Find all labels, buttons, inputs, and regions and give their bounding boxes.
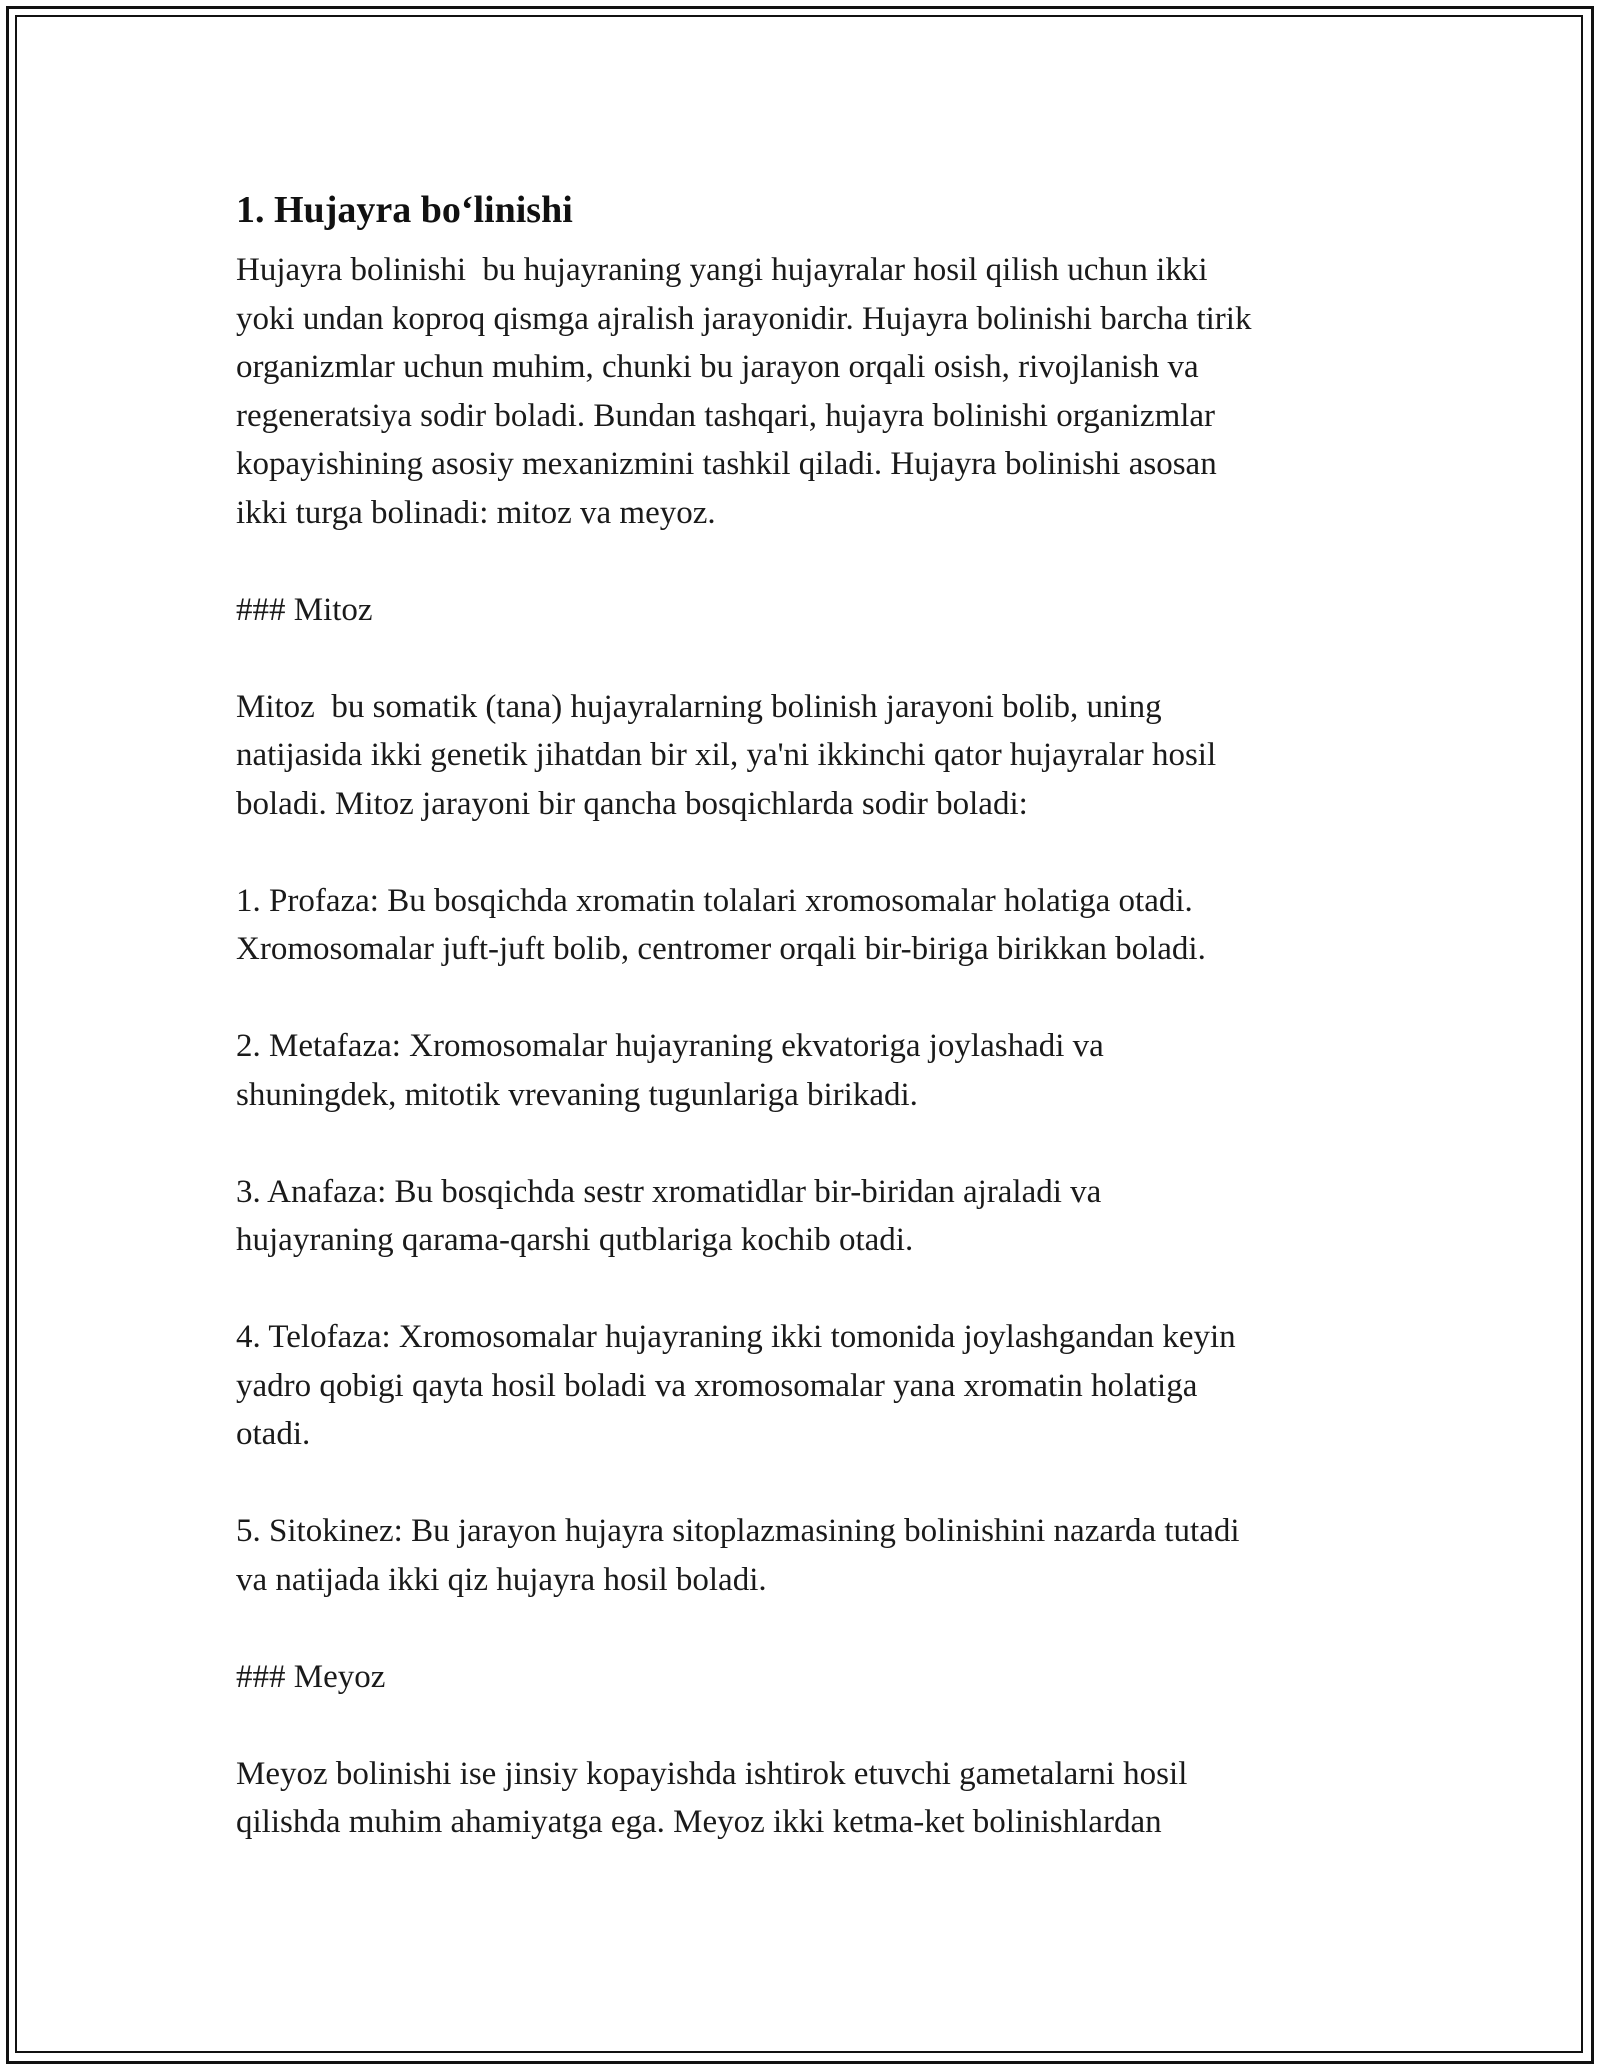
intro-paragraph: Hujayra bolinishi bu hujayraning yangi hujayralar hosil qilish uchun ikki yoki undan koproq qismga ajralish jarayonidir. Hujayra bolinishi barcha tirik organizmlar uchun muhim, chunki bu jarayon orqali osish, rivojlanish va regeneratsiya sodir boladi. Bundan tashqari, hujayra bolinishi organizmlar kopayishining asosiy mexanizmini tashkil qiladi. Hujayra bolinishi asosan ikki turga bolinadi: mitoz va meyoz. xyxy=(236,252,1252,531)
section-title: 1. Hujayra bo‘linishi xyxy=(236,189,573,231)
list-item-telofaza: 4. Telofaza: Xromosomalar hujayraning ikki tomonida joylashgandan keyin yadro qobigi qayta hosil boladi va xromosomalar yana xromatin holatiga otadi. xyxy=(236,1319,1236,1452)
subheading-meyoz: ### Meyoz xyxy=(236,1658,386,1695)
list-item-anafaza: 3. Anafaza: Bu bosqichda sestr xromatidlar bir-biridan ajraladi va hujayraning qarama-qarshi qutblariga kochib otadi. xyxy=(236,1173,1102,1258)
subheading-mitoz: ### Mitoz xyxy=(236,591,373,628)
list-item-sitokinez: 5. Sitokinez: Bu jarayon hujayra sitoplazmasining bolinishini nazarda tutadi va natijada ikki qiz hujayra hosil boladi. xyxy=(236,1513,1240,1598)
list-item-metafaza: 2. Metafaza: Xromosomalar hujayraning ekvatoriga joylashadi va shuningdek, mitotik vrevaning tugunlariga birikadi. xyxy=(236,1028,1104,1113)
list-item-profaza: 1. Profaza: Bu bosqichda xromatin tolalari xromosomalar holatiga otadi. Xromosomalar juft-juft bolib, centromer orqali bir-biriga birikkan boladi. xyxy=(236,882,1206,967)
document-body xyxy=(236,186,1386,1895)
mitoz-paragraph: Mitoz bu somatik (tana) hujayralarning bolinish jarayoni bolib, uning natijasida ikki genetik jihatdan bir xil, ya'ni ikkinchi qator hujayralar hosil boladi. Mitoz jarayoni bir qancha bosqichlarda sodir boladi: xyxy=(236,688,1217,822)
meyoz-paragraph: Meyoz bolinishi ise jinsiy kopayishda ishtirok etuvchi gametalarni hosil qilishda muhim ahamiyatga ega. Meyoz ikki ketma-ket bolinishlardan xyxy=(236,1755,1188,1840)
